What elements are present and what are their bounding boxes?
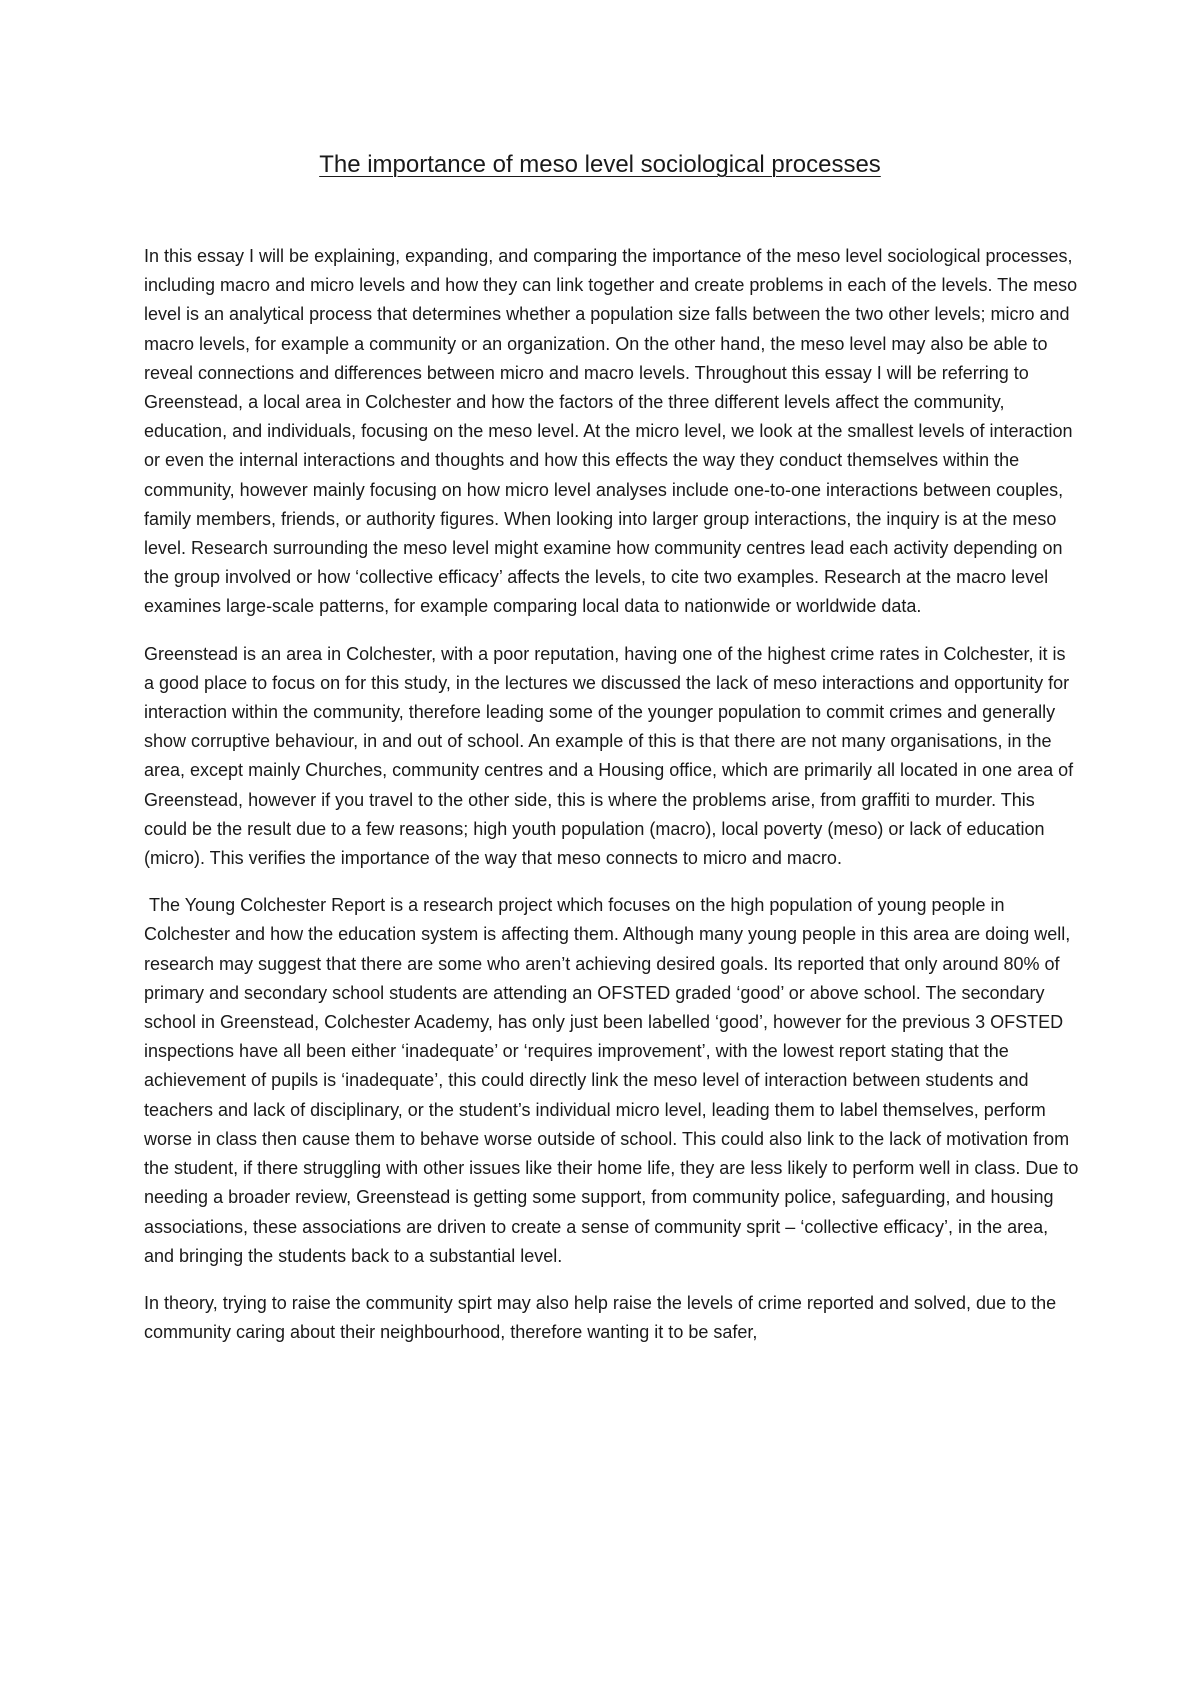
paragraph-theory: In theory, trying to raise the community spirt may also help raise the levels of crime reported and solved, due to the community caring about their neighbourhood, therefore wanting it to be safer, [144,1292,1057,1343]
document-body [144,242,1084,1365]
paragraph-greenstead: Greenstead is an area in Colchester, with a poor reputation, having one of the highest crime rates in Colchester, it is a good place to focus on for this study, in the lectures we discussed the lack of meso interactions and opportunity for interaction within the community, therefore leading some of the younger population to commit crimes and generally show corruptive behaviour, in and out of school. An example of this is that there are not many organisations, in the area, except mainly Churches, community centres and a Housing office, which are primarily all located in one area of Greenstead, however if you travel to the other side, this is where the problems arise, from graffiti to murder. This could be the result due to a few reasons; high youth population (macro), local poverty (meso) or lack of education (micro). This verifies the importance of the way that meso connects to micro and macro. [144,643,1074,869]
document-title: The importance of meso level sociological processes [319,151,881,178]
paragraph-young-colchester-report: The Young Colchester Report is a research project which focuses on the high population of young people in Colchester and how the education system is affecting them. Although many young people in this area are doing well, research may suggest that there are some who aren’t achieving desired goals. Its reported that only around 80% of primary and secondary school students are attending an OFSTED graded ‘good’ or above school. The secondary school in Greenstead, Colchester Academy, has only just been labelled ‘good’, however for the previous 3 OFSTED inspections have all been either ‘inadequate’ or ‘requires improvement’, with the lowest report stating that the achievement of pupils is ‘inadequate’, this could directly link the meso level of interaction between students and teachers and lack of disciplinary, or the student’s individual micro level, leading them to label themselves, perform worse in class then cause them to behave worse outside of school. This could also link to the lack of motivation from the student, if there struggling with other issues like their home life, they are less likely to perform well in class. Due to needing a broader review, Greenstead is getting some support, from community police, safeguarding, and housing associations, these associations are driven to create a sense of community sprit – ‘collective efficacy’, in the area, and bringing the students back to a substantial level. [144,895,1084,1266]
paragraph-introduction: In this essay I will be explaining, expanding, and comparing the importance of the meso level sociological processes, including macro and micro levels and how they can link together and create problems in each of the levels. The meso level is an analytical process that determines whether a population size falls between the two other levels; micro and macro levels, for example a community or an organization. On the other hand, the meso level may also be able to reveal connections and differences between micro and macro levels. Throughout this essay I will be referring to Greenstead, a local area in Colchester and how the factors of the three different levels affect the community, education, and individuals, focusing on the meso level. At the micro level, we look at the smallest levels of interaction or even the internal interactions and thoughts and how this effects the way they conduct themselves within the community, however mainly focusing on how micro level analyses include one-to-one interactions between couples, family members, friends, or authority figures. When looking into larger group interactions, the inquiry is at the meso level. Research surrounding the meso level might examine how community centres lead each activity depending on the group involved or how ‘collective efficacy’ affects the levels, to cite two examples. Research at the macro level examines large-scale patterns, for example comparing local data to nationwide or worldwide data. [144,246,1078,617]
